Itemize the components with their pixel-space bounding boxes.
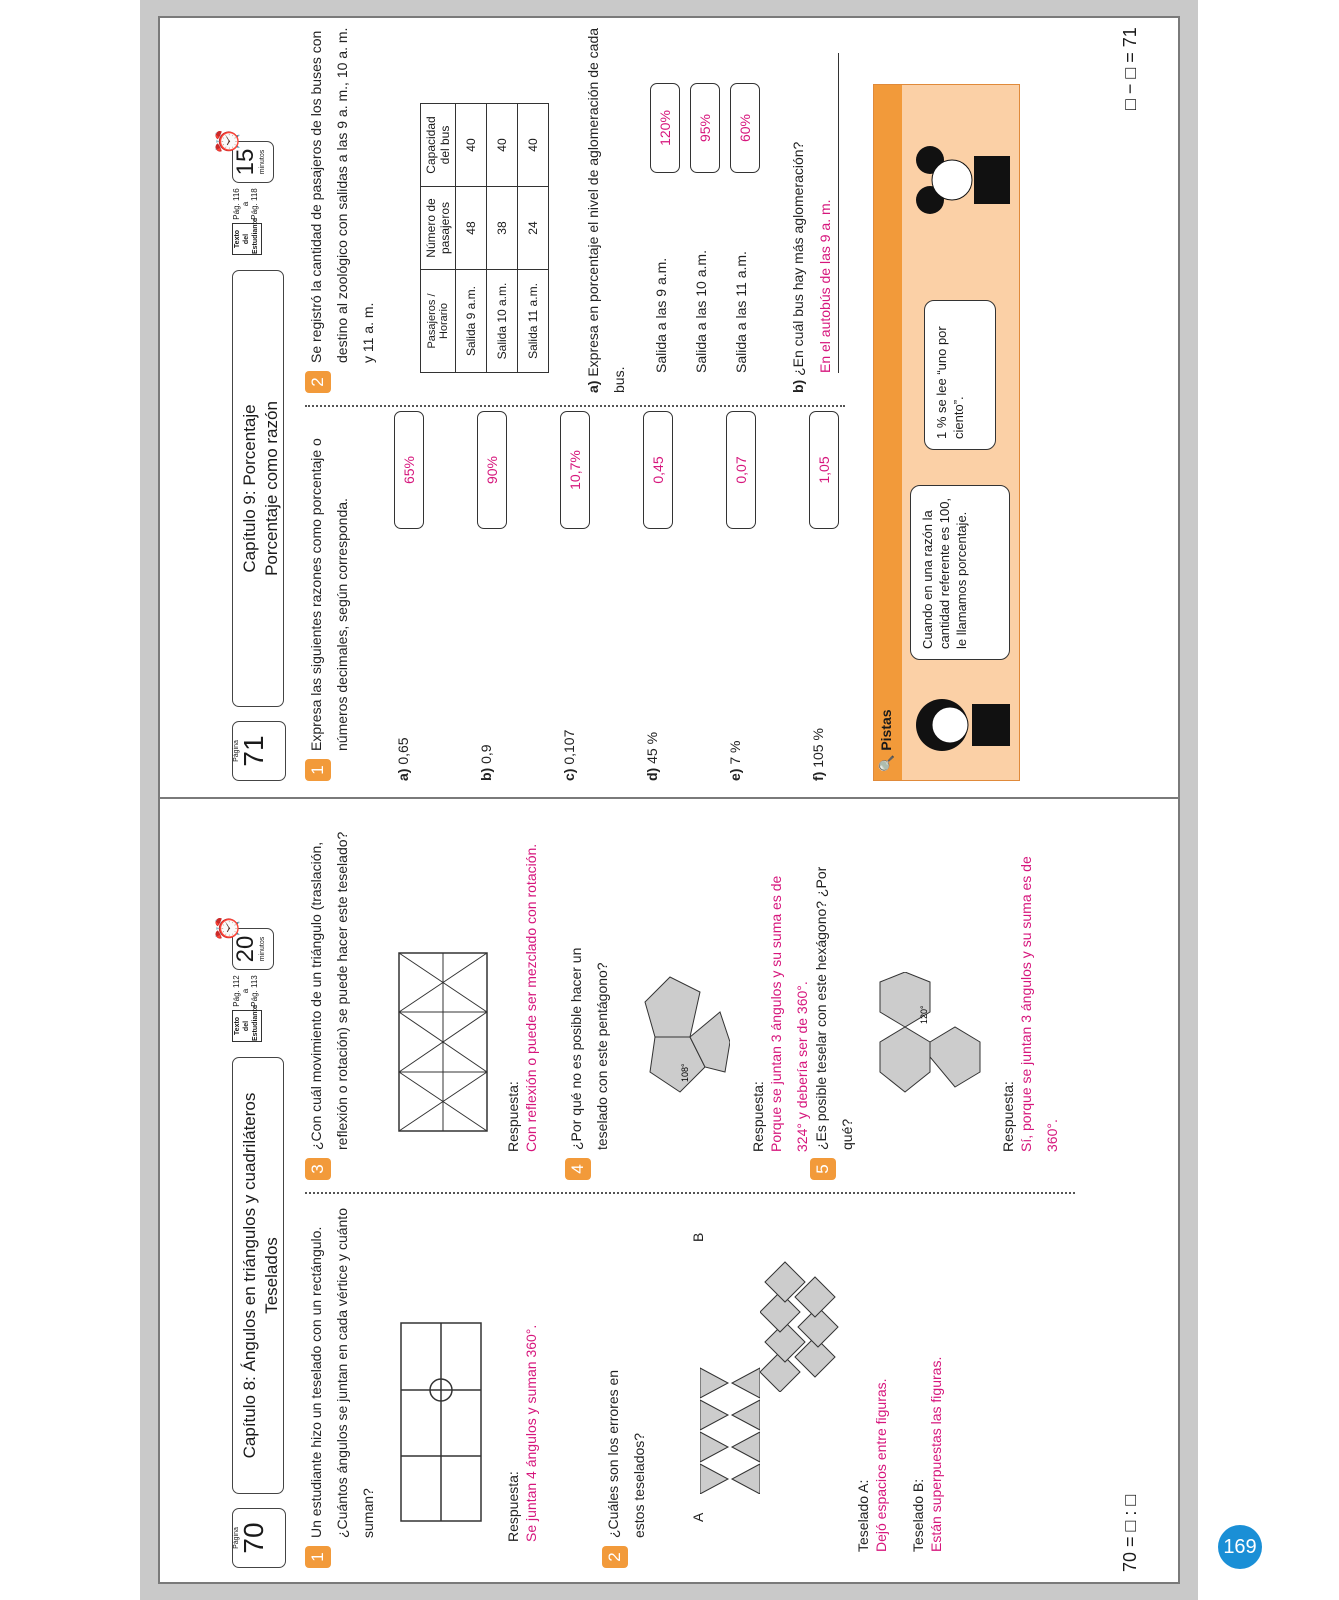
q1c-answer[interactable]: 10,7%: [560, 411, 590, 529]
page-number: 70: [238, 1522, 269, 1554]
hexagon-figure: [875, 972, 985, 1112]
bus-table: Pasajeros / Horario Número de pasajeros Capacidad del bus Salida 9 a.m. 48 40 Salida 10 a.m. 38 40 Salida 11 a.m. 24 40: [420, 103, 549, 373]
hint-bubble-1: Cuando en una razón la cantidad referente es 100, le llamamos porcentaje.: [910, 485, 1010, 660]
tessellation-b-figure: [760, 1212, 840, 1392]
footer-expression: □ − □ = 71: [1120, 27, 1140, 110]
q1e-value: 7 %: [727, 740, 743, 765]
q4-answer-label: Respuesta:: [750, 1081, 766, 1152]
q1-answer-label: Respuesta:: [505, 1471, 521, 1542]
q1-number: 1: [305, 1546, 331, 1568]
tessellation-a-figure: [700, 1314, 760, 1494]
q2a-item2: Salida a las 10 a.m.: [693, 250, 709, 373]
page-70: [160, 802, 1178, 1582]
q1-block: [305, 421, 350, 781]
q2-text: Se registró la cantidad de pasajeros de los buses con destino al zoológico con salidas a las 9 a. m., 10 a. m. y 11 a. m.: [308, 27, 376, 363]
q3-block: [305, 810, 350, 1180]
q4-block: [565, 810, 610, 1180]
timer-unit: minutos: [259, 936, 266, 962]
girl-character-2: [910, 140, 1010, 220]
timer-value: 20: [232, 935, 259, 963]
table-row: Salida 9 a.m. 48 40: [456, 104, 487, 373]
q4-answer: Porque se juntan 3 ángulos y su suma es de 324° y debería ser de 360°.: [768, 875, 810, 1152]
page-number: 71: [238, 735, 269, 767]
q2-number: 2: [305, 371, 331, 393]
q2a-item1: Salida a las 9 a.m.: [653, 257, 669, 373]
page-number-box: [232, 1508, 286, 1568]
timer-value: 15: [232, 148, 259, 176]
hints-title: Pistas: [878, 709, 894, 751]
table-corner-bottom: Horario: [438, 302, 450, 340]
q2a-item3: Salida a las 11 a.m.: [733, 251, 749, 373]
texto-estudiante-ref: [232, 932, 284, 1042]
q3-answer: Con reflexión o puede ser mezclado con rotación.: [523, 843, 539, 1152]
rectangle-tessellation: [400, 1322, 482, 1522]
tessellation-a-answer: Dejó espacios entre figuras.: [873, 1378, 889, 1552]
pag-start: Pág. 112: [232, 975, 241, 1007]
q5-answer-label: Respuesta:: [1000, 1081, 1016, 1152]
q3-answer-label: Respuesta:: [505, 1081, 521, 1152]
chapter-title: Capítulo 8: Ángulos en triángulos y cuadriláteros: [240, 1092, 259, 1459]
q1c-value: 0,107: [561, 729, 577, 765]
hints-header: [874, 85, 902, 780]
q1a-answer[interactable]: 65%: [394, 411, 424, 529]
q1e-answer[interactable]: 0,07: [726, 411, 756, 529]
tessellation-b-label: B: [690, 1232, 706, 1242]
q2-text: ¿Cuáles son los errores en estos teselados?: [605, 1369, 647, 1538]
hints-panel: [873, 84, 1020, 781]
q4-number: 4: [565, 1158, 591, 1180]
table-col-capacidad: Capacidad del bus: [421, 104, 456, 187]
page-divider: [158, 797, 1180, 799]
q2a-text: Expresa en porcentaje el nivel de aglomeración de cada bus.: [585, 27, 627, 393]
q3-text: ¿Con cuál movimiento de un triángulo (traslación, reflexión o rotación) se puede hacer este teselado?: [308, 831, 350, 1150]
q5-answer: Sí, porque se juntan 3 ángulos y su suma es de 360°.: [1018, 856, 1060, 1152]
timer-unit: minutos: [259, 149, 266, 175]
tessellation-a-label: A: [690, 1512, 706, 1522]
magnifier-icon: 🔍: [878, 754, 894, 772]
tessellation-a-answer-label: Teselado A:: [855, 1479, 871, 1552]
q2-block: [305, 23, 376, 393]
girl-character-1: [910, 690, 1010, 760]
chapter-title: Capítulo 9: Porcentaje: [240, 404, 259, 573]
column-separator: [305, 1192, 1075, 1194]
column-separator: [305, 405, 845, 407]
q2b: b) ¿En cuál bus hay más aglomeración?: [790, 141, 806, 393]
chapter-title-box: [232, 1057, 284, 1494]
hexagon-angle-label: 120°: [919, 1005, 929, 1024]
book-icon: Texto del Estudiante: [232, 1010, 262, 1042]
q2a-answer1[interactable]: 120%: [650, 83, 680, 173]
q4-text: ¿Por qué no es posible hacer un teselado con este pentágono?: [568, 947, 610, 1150]
alarm-clock-icon: ⏰: [216, 914, 241, 942]
q2-number: 2: [602, 1546, 628, 1568]
table-col-pasajeros: Número de pasajeros: [421, 187, 456, 270]
topic-title: Porcentaje como razón: [262, 401, 281, 576]
q1-text: Expresa las siguientes razones como porcentaje o números decimales, según corresponda.: [308, 438, 350, 751]
pag-end: Pág. 118: [250, 188, 259, 220]
chapter-title-box: [232, 270, 284, 707]
q1a-value: 0,65: [395, 737, 411, 765]
topic-title: Teselados: [262, 1237, 281, 1314]
q2b-answer[interactable]: En el autobús de las 9 a. m.: [812, 53, 839, 373]
q1b-value: 0,9: [478, 744, 494, 764]
tessellation-b-answer-label: Teselado B:: [910, 1478, 926, 1552]
triangle-tessellation: [398, 952, 488, 1132]
q1-block: [305, 1208, 376, 1568]
q2a-answer2[interactable]: 95%: [690, 83, 720, 173]
q1-number: 1: [305, 759, 331, 781]
q5-block: [810, 810, 855, 1180]
page-number-badge: 169: [1218, 1525, 1262, 1569]
pag-a: a: [241, 201, 250, 207]
q2-block: [602, 1208, 647, 1568]
q2b-text: ¿En cuál bus hay más aglomeración?: [790, 141, 806, 376]
page-number-box: [232, 721, 286, 781]
q2a: a) Expresa en porcentaje el nivel de aglomeración de cada bus.: [585, 27, 627, 393]
pentagon-figure: [630, 962, 730, 1112]
q2a-answer3[interactable]: 60%: [730, 83, 760, 173]
pentagon-angle-label: 108°: [680, 1063, 690, 1082]
pag-a: a: [241, 988, 250, 994]
book-icon: Texto del Estudiante: [232, 223, 262, 255]
alarm-clock-icon: ⏰: [216, 127, 241, 155]
q1d-value: 45 %: [644, 731, 660, 764]
tessellation-b-answer: Están superpuestas las figuras.: [928, 1356, 944, 1552]
q1b-answer[interactable]: 90%: [477, 411, 507, 529]
pag-start: Pág. 116: [232, 188, 241, 220]
q1-text: Un estudiante hizo un teselado con un rectángulo. ¿Cuántos ángulos se juntan en cada vértice y cuánto suman?: [308, 1208, 376, 1538]
q1f-answer[interactable]: 1,05: [809, 411, 839, 529]
page-label: Página: [233, 740, 240, 762]
table-corner-top: Pasajeros: [426, 299, 438, 349]
hint-bubble-2: 1 % se lee “uno por ciento”.: [924, 300, 996, 450]
texto-estudiante-ref: [232, 145, 284, 255]
table-row: Salida 10 a.m. 38 40: [487, 104, 518, 373]
pag-end: Pág. 113: [250, 975, 259, 1007]
footer-expression: 70 = □ : □: [1120, 1494, 1140, 1572]
page-71: Página 71 Capítulo 9: Porcentaje Porcentaje como razón Texto del Estudiante Pág. 116 a Pág. 118 15 minutos ⏰ 1 Expresa las siguientes razones como porcentaje o números decimales, según corresponda. a) 0,65 65% b) 0,9 90% c) 0,107 10,7% d) 45 % 0,45 e) 7 % 0,07 f) 105 % 1,05 2 Se registró la cantidad de pasajeros de los buses con destino al zoológico con salidas a las 9 a. m., 10 a. m. y 11 a. m. Pasajeros / Horario Número de pasajeros Capacidad del bus Salida 9 a.m. 48 40 Salida 10 a.m. 38 40 Salida 11 a.m. 24 40 a) Expresa en porcentaje el nivel de aglomeración de cada bus. Salida a las 9 a.m. 120% Salida a las 10 a.m. 95% Salida a las 11 a.m. 60% b) ¿En cuál bus hay más aglomeración? En el autobús de las 9 a. m. 🔍 Pistas Cuando en una razón la cantidad referente es 100, le llamamos porcentaje. 1 % se lee “uno por ciento”. □ − □ = 71: [160, 18, 1178, 795]
q1f-value: 105 %: [810, 728, 826, 768]
q1-answer: Se juntan 4 ángulos y suman 360°.: [523, 1324, 539, 1542]
q5-text: ¿Es posible teselar con este hexágono? ¿Por qué?: [813, 866, 855, 1150]
table-row: Salida 11 a.m. 24 40: [518, 104, 549, 373]
q3-number: 3: [305, 1158, 331, 1180]
hints-title-wrap: [878, 709, 895, 772]
q5-number: 5: [810, 1158, 836, 1180]
q1d-answer[interactable]: 0,45: [643, 411, 673, 529]
page-label: Página: [233, 1527, 240, 1549]
